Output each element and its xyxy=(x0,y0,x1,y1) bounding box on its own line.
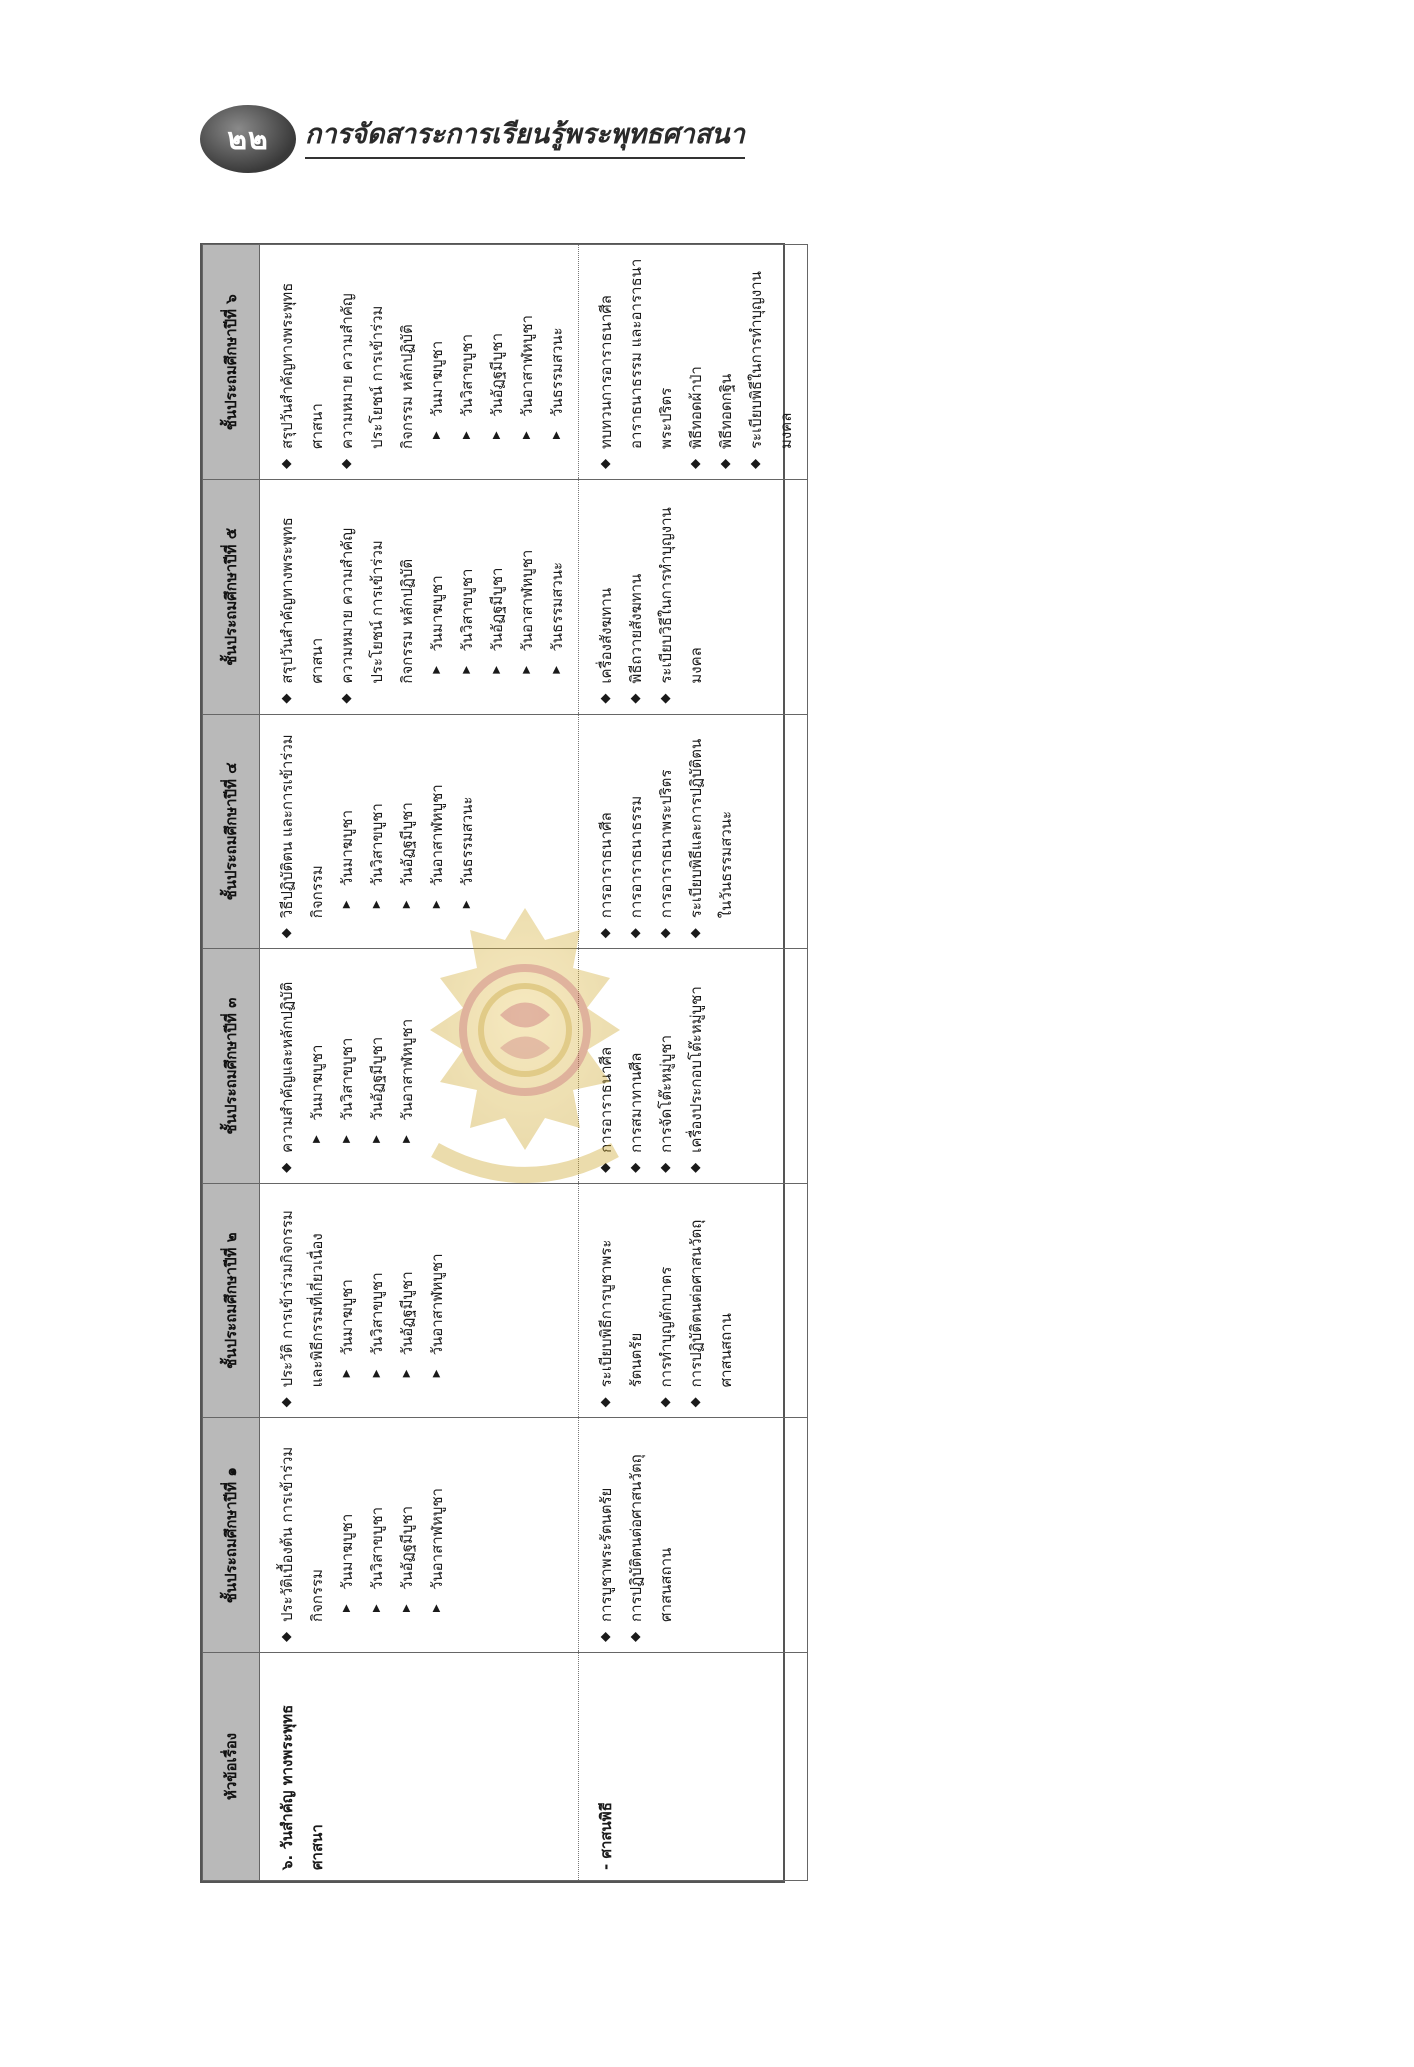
list-item xyxy=(621,957,651,1173)
sub-list-item: ▶ วันมาฆบูชา xyxy=(422,488,452,674)
item-list xyxy=(591,1192,741,1408)
sub-list-item: ▶ วันวิสาขบูชา xyxy=(452,488,482,674)
table-cell-grade-5 xyxy=(260,480,579,715)
list-item-text: ระเบียบวิธีในการทำบุญงานมงคล xyxy=(657,507,705,684)
sub-list-item: ▶ วันวิสาขบูชา xyxy=(332,957,362,1143)
column-header-grade-3: ชั้นประถมศึกษาปีที่ ๓ xyxy=(203,949,260,1184)
item-list xyxy=(272,1192,452,1408)
item-list xyxy=(272,723,482,939)
list-item xyxy=(332,253,572,469)
list-item xyxy=(681,1192,741,1408)
column-header-topic: หัวข้อเรื่อง xyxy=(203,1653,260,1881)
list-item-text: การอาราธนาศีล xyxy=(597,1046,615,1153)
list-item xyxy=(651,488,711,704)
list-item-text: การสมาทานศีล xyxy=(627,1052,645,1153)
list-item-text: ระเบียบพิธีและการปฏิบัติตนในวันธรรมสวนะ xyxy=(687,738,735,919)
sub-list-item: ▶ วันอัฏฐมีบูชา xyxy=(392,723,422,909)
table-cell-grade-1 xyxy=(579,1418,808,1653)
sub-item-list xyxy=(332,1426,452,1622)
list-item xyxy=(332,488,572,704)
item-list xyxy=(591,957,711,1173)
table-cell-grade-1 xyxy=(260,1418,579,1653)
list-item xyxy=(681,723,741,939)
sub-list-item: ▶ วันอาสาฬหบูชา xyxy=(512,488,542,674)
list-item-text: พิธีถวายสังฆทาน xyxy=(627,573,645,684)
table-body xyxy=(260,245,808,1881)
page-number-badge: ๒๒ xyxy=(200,105,296,173)
list-item xyxy=(591,1426,621,1642)
table-cell-grade-4 xyxy=(260,714,579,949)
item-list xyxy=(591,488,711,704)
table-cell-grade-6 xyxy=(579,245,808,480)
list-item xyxy=(591,723,621,939)
list-item xyxy=(711,253,741,469)
table-cell-grade-4 xyxy=(579,714,808,949)
list-item xyxy=(272,1426,452,1642)
item-list xyxy=(591,1426,681,1642)
column-header-grade-4: ชั้นประถมศึกษาปีที่ ๔ xyxy=(203,714,260,949)
sub-list-item: ▶ วันธรรมสวนะ xyxy=(542,253,572,439)
list-item-text: การอาราธนาศีล xyxy=(597,812,615,919)
curriculum-table xyxy=(202,244,808,1881)
item-list xyxy=(272,488,572,704)
list-item xyxy=(272,253,332,469)
sub-list-item: ▶ วันมาฆบูชา xyxy=(332,1426,362,1612)
list-item-text: การจัดโต๊ะหมู่บูชา xyxy=(657,1034,675,1153)
sub-list-item: ▶ วันอาสาฬหบูชา xyxy=(392,957,422,1143)
list-item xyxy=(681,957,711,1173)
list-item-text: ประวัติ การเข้าร่วมกิจกรรมและพิธีกรรมที่เกี่ยวเนื่อง xyxy=(278,1210,326,1388)
sub-list-item: ▶ วันอัฏฐมีบูชา xyxy=(362,957,392,1143)
column-header-grade-2: ชั้นประถมศึกษาปีที่ ๒ xyxy=(203,1183,260,1418)
list-item-text: การทำบุญตักบาตร xyxy=(657,1266,675,1388)
sub-item-list xyxy=(332,1192,452,1388)
list-item-text: ความหมาย ความสำคัญ ประโยชน์ การเข้าร่วมกิจกรรม หลักปฏิบัติ xyxy=(338,293,416,450)
list-item-text: ความสำคัญและหลักปฏิบัติ xyxy=(278,981,296,1153)
list-item-text: การปฏิบัติตนต่อศาสนวัตถุ ศาสนสถาน xyxy=(627,1454,675,1622)
sub-list-item: ▶ วันธรรมสวนะ xyxy=(452,723,482,909)
sub-list-item: ▶ วันมาฆบูชา xyxy=(302,957,332,1143)
table-header-row xyxy=(203,245,260,1881)
item-list xyxy=(591,723,741,939)
list-item-text: การปฏิบัติตนต่อศาสนวัตถุ ศาสนสถาน xyxy=(687,1219,735,1388)
curriculum-table-frame xyxy=(200,243,795,1883)
list-item-text: สรุปวันสำคัญทางพระพุทธศาสนา xyxy=(278,282,326,450)
list-item-text: สรุปวันสำคัญทางพระพุทธศาสนา xyxy=(278,517,326,684)
sub-list-item: ▶ วันวิสาขบูชา xyxy=(452,253,482,439)
table-cell-grade-3 xyxy=(579,949,808,1184)
sub-list-item: ▶ วันอัฏฐมีบูชา xyxy=(392,1426,422,1612)
sub-list-item: ▶ วันมาฆบูชา xyxy=(332,1192,362,1378)
list-item xyxy=(621,723,651,939)
list-item-text: เครื่องประกอบโต๊ะหมู่บูชา xyxy=(687,986,705,1153)
list-item-text: การอาราธนาธรรม xyxy=(627,795,645,919)
page-header xyxy=(200,100,760,190)
list-item-text: ประวัติเบื้องต้น การเข้าร่วมกิจกรรม xyxy=(278,1446,326,1622)
page-title: การจัดสาระการเรียนรู้พระพุทธศาสนา xyxy=(305,119,745,150)
table-cell-grade-6 xyxy=(260,245,579,480)
sub-list-item: ▶ วันอาสาฬหบูชา xyxy=(422,1426,452,1612)
list-item xyxy=(272,957,422,1173)
item-list xyxy=(272,957,422,1173)
sub-item-list xyxy=(302,957,422,1153)
list-item-text: เครื่องสังฆทาน xyxy=(597,587,615,684)
list-item-text: ระเบียบพิธีในการทำบุญงานมงคล xyxy=(747,271,795,450)
sub-list-item: ▶ วันวิสาขบูชา xyxy=(362,1426,392,1612)
rotated-table-container xyxy=(202,245,795,1881)
list-item-text: พิธีทอดกฐิน xyxy=(717,373,735,450)
table-cell-topic xyxy=(579,1653,808,1881)
sub-list-item: ▶ วันมาฆบูชา xyxy=(422,253,452,439)
sub-item-list xyxy=(422,253,572,449)
list-item xyxy=(591,253,681,469)
item-list xyxy=(591,253,801,469)
item-list xyxy=(272,253,572,469)
topic-label: - ศาสนพิธี xyxy=(597,1802,615,1870)
list-item xyxy=(272,488,332,704)
table-cell-grade-3 xyxy=(260,949,579,1184)
list-item-text: ทบทวนการอาราธนาศีล อาราธนาธรรม และอาราธนาพระปริตร xyxy=(597,258,675,450)
list-item-text: พิธีทอดผ้าป่า xyxy=(687,366,705,450)
list-item xyxy=(591,1192,651,1408)
list-item xyxy=(681,253,711,469)
list-item xyxy=(591,488,621,704)
list-item-text: การบูชาพระรัตนตรัย xyxy=(597,1487,615,1622)
table-cell-grade-2 xyxy=(260,1183,579,1418)
table-cell-grade-5 xyxy=(579,480,808,715)
list-item-text: ความหมาย ความสำคัญ ประโยชน์ การเข้าร่วมกิจกรรม หลักปฏิบัติ xyxy=(338,527,416,684)
sub-list-item: ▶ วันอาสาฬหบูชา xyxy=(422,723,452,909)
table-row xyxy=(579,245,808,1881)
table-cell-topic xyxy=(260,1653,579,1881)
sub-list-item: ▶ วันอาสาฬหบูชา xyxy=(422,1192,452,1378)
list-item xyxy=(621,1426,681,1642)
sub-list-item: ▶ วันมาฆบูชา xyxy=(332,723,362,909)
list-item xyxy=(651,957,681,1173)
sub-list-item: ▶ วันอัฏฐมีบูชา xyxy=(392,1192,422,1378)
sub-item-list xyxy=(332,723,482,919)
sub-list-item: ▶ วันวิสาขบูชา xyxy=(362,1192,392,1378)
column-header-grade-1: ชั้นประถมศึกษาปีที่ ๑ xyxy=(203,1418,260,1653)
list-item xyxy=(272,723,482,939)
table-row xyxy=(260,245,579,1881)
list-item-text: การอาราธนาพระปริตร xyxy=(657,769,675,919)
list-item xyxy=(591,957,621,1173)
list-item xyxy=(621,488,651,704)
sub-item-list xyxy=(422,488,572,684)
sub-list-item: ▶ วันอัฏฐมีบูชา xyxy=(482,488,512,674)
list-item xyxy=(651,723,681,939)
column-header-grade-6: ชั้นประถมศึกษาปีที่ ๖ xyxy=(203,245,260,480)
column-header-grade-5: ชั้นประถมศึกษาปีที่ ๕ xyxy=(203,480,260,715)
sub-list-item: ▶ วันวิสาขบูชา xyxy=(362,723,392,909)
list-item xyxy=(272,1192,452,1408)
list-item-text: ระเบียบพิธีการบูชาพระรัตนตรัย xyxy=(597,1239,645,1388)
topic-label: ๖. วันสำคัญ ทางพระพุทธศาสนา xyxy=(278,1704,326,1870)
header-rule xyxy=(305,157,745,159)
sub-list-item: ▶ วันธรรมสวนะ xyxy=(542,488,572,674)
sub-list-item: ▶ วันอาสาฬหบูชา xyxy=(512,253,542,439)
table-cell-grade-2 xyxy=(579,1183,808,1418)
list-item xyxy=(651,1192,681,1408)
sub-list-item: ▶ วันอัฏฐมีบูชา xyxy=(482,253,512,439)
item-list xyxy=(272,1426,452,1642)
list-item xyxy=(741,253,801,469)
list-item-text: วิธีปฏิบัติตน และการเข้าร่วมกิจกรรม xyxy=(278,734,326,919)
